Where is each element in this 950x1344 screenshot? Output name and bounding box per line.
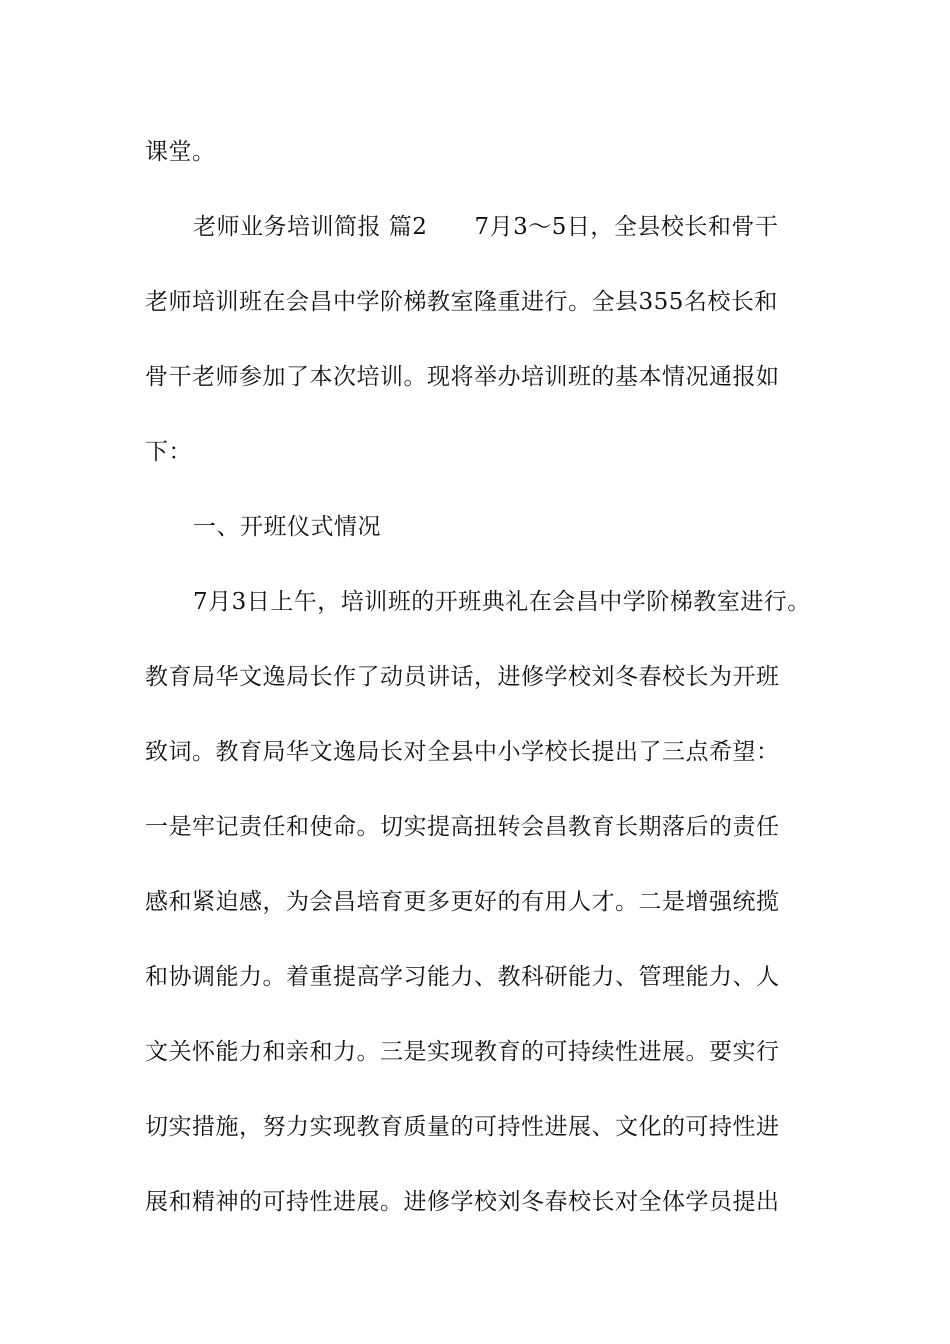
text-line-10: 一是牢记责任和使命。切实提高扭转会昌教育长期落后的责任 bbox=[145, 814, 780, 840]
text-line-3: 老师培训班在会昌中学阶梯教室隆重进行。全县355名校长和 bbox=[145, 289, 778, 315]
text-line-7: 7月3日上午，培训班的开班典礼在会昌中学阶梯教室进行。 bbox=[193, 589, 811, 615]
text-line-14: 切实措施，努力实现教育质量的可持性进展、文化的可持性进 bbox=[145, 1114, 780, 1140]
text-line-11: 感和紧迫感，为会昌培育更多更好的有用人才。二是增强统揽 bbox=[145, 889, 780, 915]
text-line-5: 下： bbox=[145, 439, 192, 465]
text-line-12: 和协调能力。着重提高学习能力、教科研能力、管理能力、人 bbox=[145, 964, 780, 990]
text-line-13: 文关怀能力和亲和力。三是实现教育的可持续性进展。要实行 bbox=[145, 1039, 780, 1065]
text-line-8: 教育局华文逸局长作了动员讲话，进修学校刘冬春校长为开班 bbox=[145, 664, 780, 690]
text-line-4: 骨干老师参加了本次培训。现将举办培训班的基本情况通报如 bbox=[145, 364, 780, 390]
text-line-9: 致词。教育局华文逸局长对全县中小学校长提出了三点希望： bbox=[145, 739, 780, 765]
text-line-2: 老师业务培训简报 篇2 7月3～5日，全县校长和骨干 bbox=[193, 214, 779, 240]
text-line-15: 展和精神的可持性进展。进修学校刘冬春校长对全体学员提出 bbox=[145, 1189, 780, 1215]
text-line-1: 课堂。 bbox=[145, 139, 216, 165]
section-heading: 一、开班仪式情况 bbox=[193, 514, 381, 540]
